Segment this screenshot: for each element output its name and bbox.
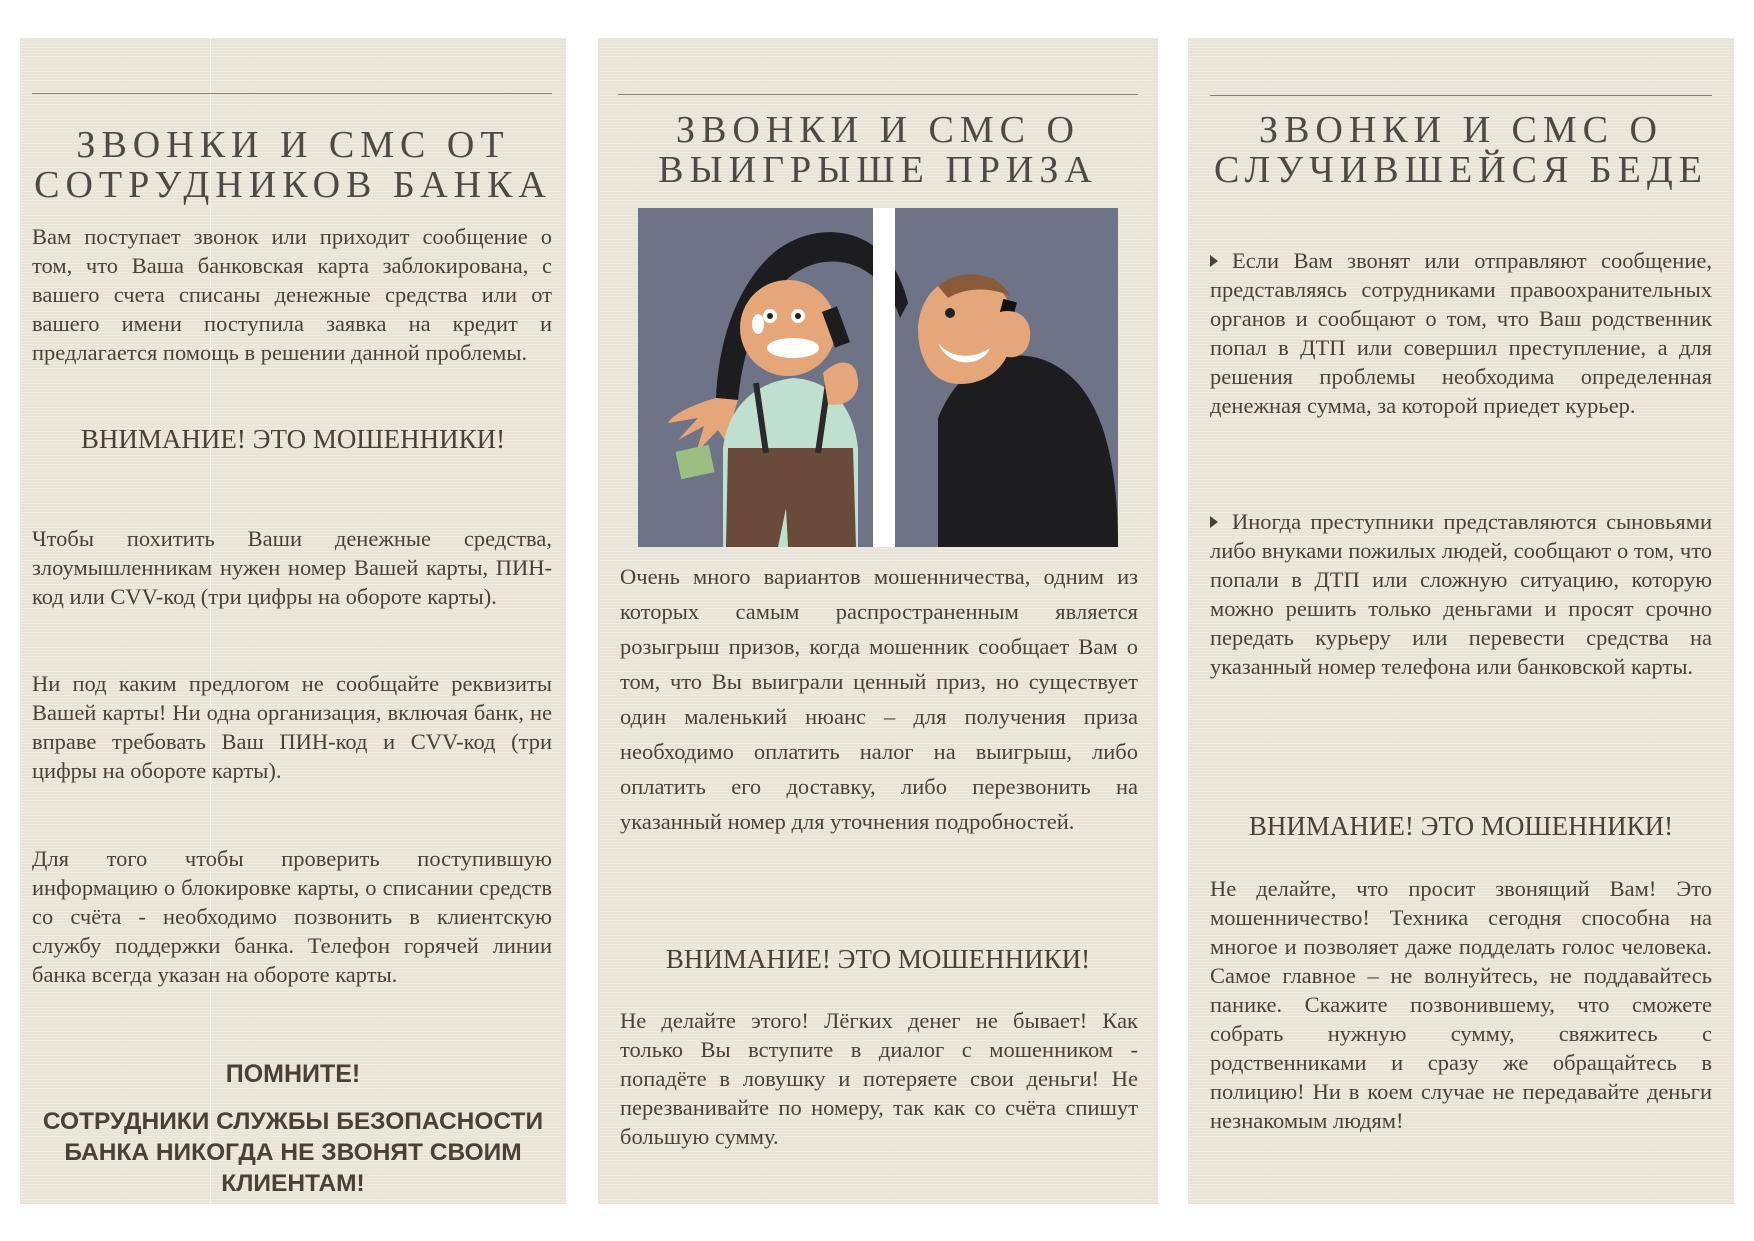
scam-call-drawing	[638, 208, 1118, 547]
remember-heading: ПОМНИТЕ!	[225, 1060, 361, 1088]
trouble-calls-panel	[1188, 38, 1734, 1204]
trouble-calls-bullet-2	[1210, 507, 1712, 681]
prize-calls-warning: ВНИМАНИЕ! ЭТО МОШЕННИКИ!	[665, 944, 1091, 974]
bank-calls-warning: ВНИМАНИЕ! ЭТО МОШЕННИКИ!	[80, 424, 506, 454]
trouble-calls-bullet-1-text: Если Вам звонят или отправляют сообщение, представляясь сотрудниками правоохранительных органов и сообщают о том, что Ваш родственник попал в ДТП или совершил преступление, а для решения проблемы необходима определенная денежная сумма, за которой приедет курьер.	[1210, 248, 1712, 418]
remember-statement: СОТРУДНИКИ СЛУЖБЫ БЕЗОПАСНОСТИ БАНКА НИКОГДА НЕ ЗВОНЯТ СВОИМ КЛИЕНТАМ!	[42, 1108, 544, 1197]
prize-calls-panel	[598, 38, 1158, 1204]
bank-calls-intro: Вам поступает звонок или приходит сообщение о том, что Ваша банковская карта заблокирована, с вашего счета списаны денежные средства или от вашего имени поступила заявка на кредит и предлагается помощь в решении данной проблемы.	[32, 224, 552, 365]
trouble-calls-title: ЗВОНКИ И СМС О СЛУЧИВШЕЙСЯ БЕДЕ	[1214, 109, 1708, 191]
prize-calls-title: ЗВОНКИ И СМС О ВЫИГРЫШЕ ПРИЗА	[658, 109, 1098, 191]
bank-calls-panel	[20, 38, 566, 1204]
title-rule	[1210, 95, 1712, 96]
bullet-arrow-icon	[1210, 516, 1218, 528]
scam-call-illustration	[638, 208, 1118, 547]
bank-calls-paragraph-2: Ни под каким предлогом не сообщайте реквизиты Вашей карты! Ни одна организация, включая банк, не вправе требовать Ваш ПИН-код и CVV-код (три цифры на обороте карты).	[32, 671, 552, 783]
bank-calls-paragraph-3: Для того чтобы проверить поступившую информацию о блокировке карты, о списании средств со счёта - необходимо позвонить в клиентскую службу поддержки банка. Телефон горячей линии банка всегда указан на обороте карты.	[32, 846, 552, 987]
title-rule	[618, 94, 1138, 95]
trouble-calls-paragraph: Не делайте, что просит звонящий Вам! Это мошенничество! Техника сегодня способна на многое и позволяет даже подделать голос человека. Самое главное – не волнуйтесь, не поддавайтесь панике. Скажите позвонившему, что сможете собрать нужную сумму, свяжитесь с родственниками и сразу же обращайтесь в полицию! Ни в коем случае не передавайте деньги незнакомым людям!	[1210, 876, 1712, 1133]
bank-calls-paragraph-1: Чтобы похитить Ваши денежные средства, злоумышленникам нужен номер Вашей карты, ПИН-код или CVV-код (три цифры на обороте карты).	[32, 526, 552, 609]
bank-calls-title: ЗВОНКИ И СМС ОТ СОТРУДНИКОВ БАНКА	[34, 124, 552, 206]
trouble-calls-bullet-1	[1210, 246, 1712, 420]
title-rule	[32, 93, 552, 94]
fold-line	[210, 38, 211, 1204]
trouble-calls-bullet-2-text: Иногда преступники представляются сыновьями либо внуками пожилых людей, сообщают о том, что попали в ДТП или сложную ситуацию, которую можно решить только деньгами и просят срочно передать курьеру или перевести средства на указанный номер телефона или банковской карты.	[1210, 509, 1712, 679]
bullet-arrow-icon	[1210, 255, 1218, 267]
prize-calls-paragraph-2: Не делайте этого! Лёгких денег не бывает! Как только Вы вступите в диалог с мошенником - попадёте в ловушку и потеряете свои деньги! Не перезванивайте по номеру, так как со счёта спишут большую сумму.	[620, 1008, 1138, 1149]
prize-calls-paragraph-1: Очень много вариантов мошенничества, одним из которых самым распространенным является розыгрыш призов, когда мошенник сообщает Вам о том, что Вы выиграли ценный приз, но существует один маленький нюанс – для получения приза необходимо оплатить налог на выигрыш, либо оплатить его доставку, либо перезвонить на указанный номер для уточнения подробностей.	[620, 564, 1138, 834]
trouble-calls-warning: ВНИМАНИЕ! ЭТО МОШЕННИКИ!	[1248, 811, 1674, 841]
